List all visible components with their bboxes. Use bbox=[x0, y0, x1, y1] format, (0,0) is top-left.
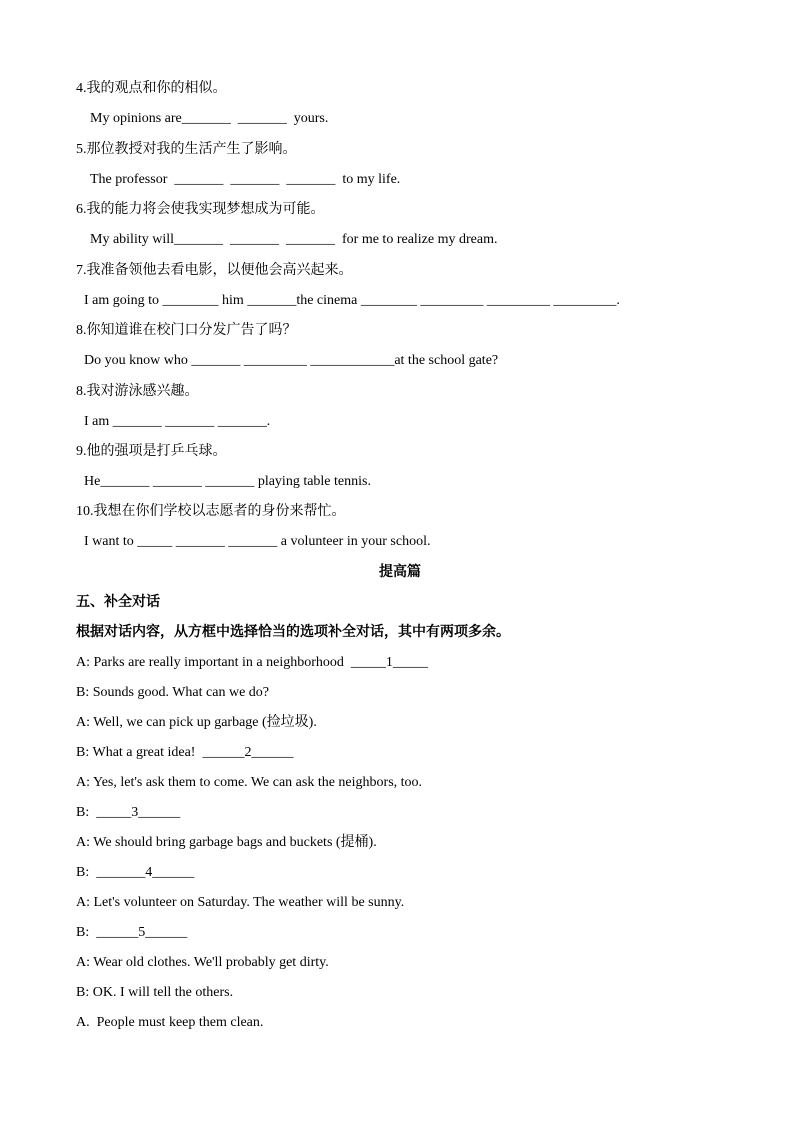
dialogue-line: B: OK. I will tell the others. bbox=[76, 985, 234, 1000]
exercise-4-en: My opinions are_______ _______ yours. bbox=[90, 111, 329, 126]
dialogue-line: A: Let's volunteer on Saturday. The weather will be sunny. bbox=[76, 895, 405, 910]
exercise-6-cn: 6.我的能力将会使我实现梦想成为可能。 bbox=[76, 202, 325, 217]
section-title: 提高篇 bbox=[379, 565, 421, 580]
dialogue-line: B: _____3______ bbox=[76, 805, 181, 820]
exercise-7-cn: 7.我准备领他去看电影，以便他会高兴起来。 bbox=[76, 263, 353, 278]
dialogue-line: A: Yes, let's ask them to come. We can ask the neighbors, too. bbox=[76, 775, 423, 790]
exercise-4-cn: 4.我的观点和你的相似。 bbox=[76, 81, 227, 96]
exercise-7-en: I am going to ________ him _______the cinema ________ _________ _________ _________. bbox=[84, 293, 620, 308]
dialogue-line: A: Wear old clothes. We'll probably get dirty. bbox=[76, 955, 329, 970]
exercise-10-cn: 10.我想在你们学校以志愿者的身份来帮忙。 bbox=[76, 504, 346, 519]
exercise-8b-cn: 8.我对游泳感兴趣。 bbox=[76, 384, 199, 399]
exercise-8a-en: Do you know who _______ _________ ____________at the school gate? bbox=[84, 353, 499, 368]
exercise-5-en: The professor _______ _______ _______ to my life. bbox=[90, 172, 401, 187]
dialogue-line: B: _______4______ bbox=[76, 865, 195, 880]
dialogue-line: A: Well, we can pick up garbage (捡垃圾). bbox=[76, 715, 317, 730]
dialogue-line: B: What a great idea! ______2______ bbox=[76, 745, 294, 760]
exercise-8a-cn: 8.你知道谁在校门口分发广告了吗？ bbox=[76, 323, 297, 338]
option-a: A. People must keep them clean. bbox=[76, 1015, 264, 1030]
dialogue-line: A: Parks are really important in a neighborhood _____1_____ bbox=[76, 655, 428, 670]
exercise-6-en: My ability will_______ _______ _______ for me to realize my dream. bbox=[90, 232, 498, 247]
instruction: 根据对话内容，从方框中选择恰当的选项补全对话，其中有两项多余。 bbox=[76, 625, 510, 640]
exercise-8b-en: I am _______ _______ _______. bbox=[84, 414, 271, 429]
exercise-10-en: I want to _____ _______ _______ a volunteer in your school. bbox=[84, 534, 431, 549]
dialogue-line: B: Sounds good. What can we do? bbox=[76, 685, 269, 700]
exercise-9-cn: 9.他的强项是打乒乓球。 bbox=[76, 444, 227, 459]
dialogue-line: A: We should bring garbage bags and buckets (提桶). bbox=[76, 835, 377, 850]
exercise-9-en: He_______ _______ _______ playing table tennis. bbox=[84, 474, 371, 489]
dialogue-line: B: ______5______ bbox=[76, 925, 188, 940]
part-title: 五、补全对话 bbox=[76, 595, 160, 610]
exercise-5-cn: 5.那位教授对我的生活产生了影响。 bbox=[76, 142, 297, 157]
